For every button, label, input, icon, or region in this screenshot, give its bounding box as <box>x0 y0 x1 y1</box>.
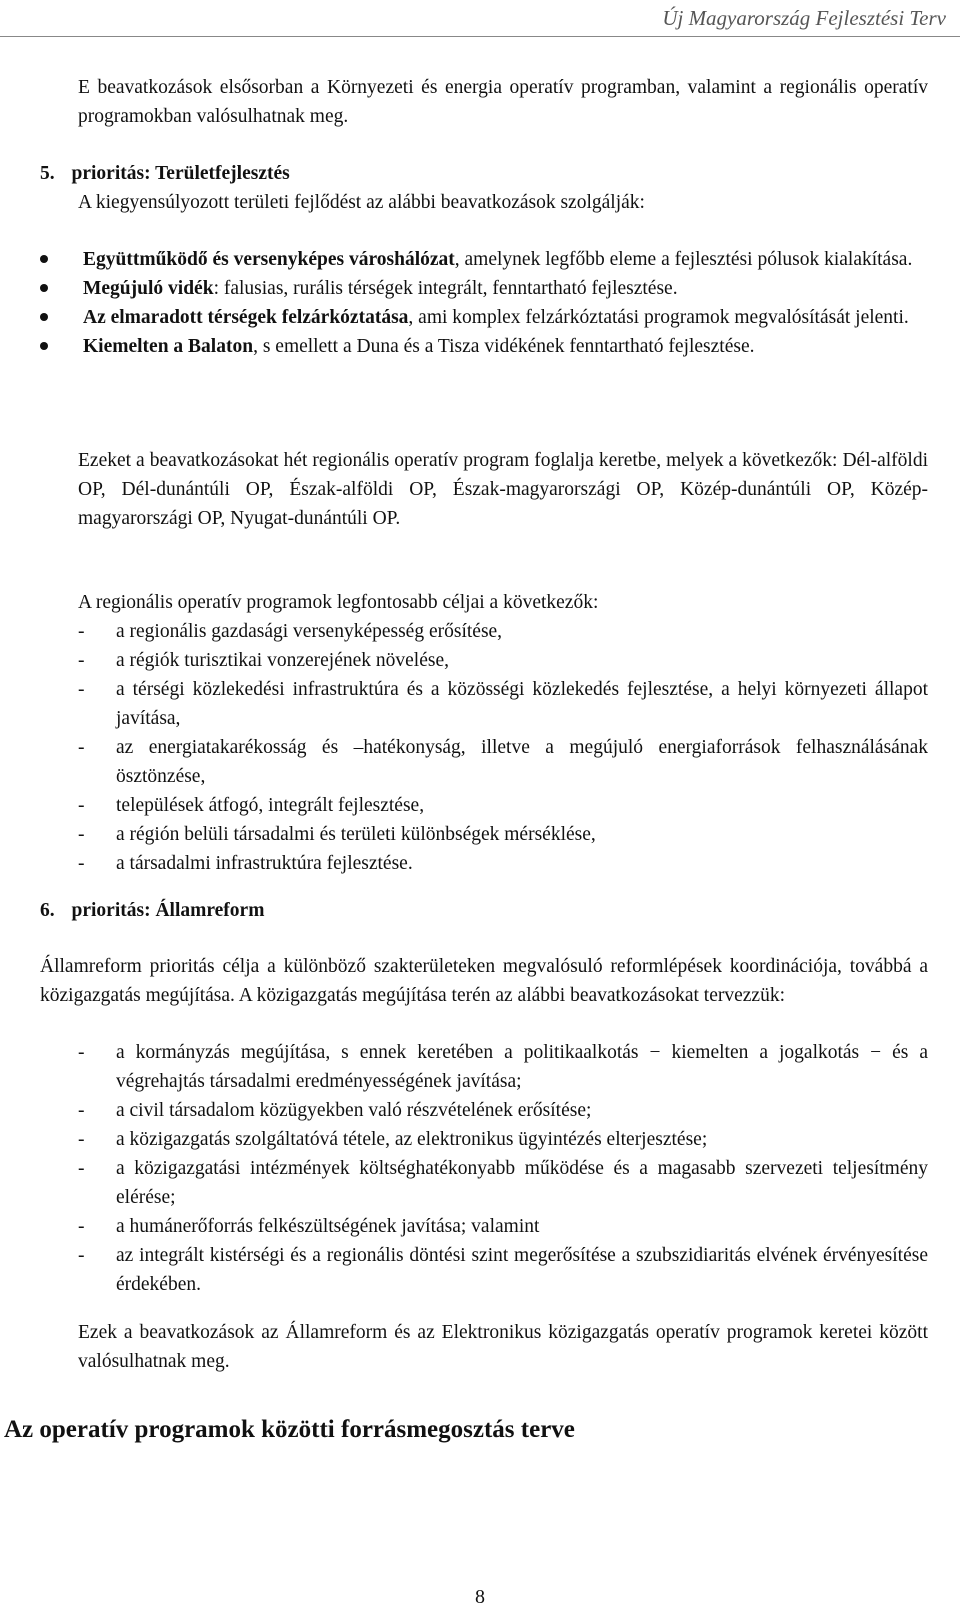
list-item <box>78 820 928 849</box>
dash-marker: - <box>78 650 85 671</box>
bullet-icon <box>40 284 48 292</box>
list-item-text: a közigazgatás szolgáltatóvá tétele, az elektronikus ügyintézés elterjesztése; <box>116 1129 708 1150</box>
bullet-bold: Megújuló vidék <box>83 278 214 299</box>
list-item <box>78 617 928 646</box>
bullet-text: , ami komplex felzárkóztatási programok megvalósítását jelenti. <box>408 307 909 328</box>
dash-marker: - <box>78 1245 85 1266</box>
dash-marker: - <box>78 621 85 642</box>
list-item <box>78 1212 928 1241</box>
list-item-text: a régión belüli társadalmi és területi különbségek mérséklése, <box>116 824 596 845</box>
priority-6-heading <box>40 896 928 925</box>
priority-6-list <box>78 1038 928 1299</box>
priority-5-bullet-list <box>40 245 928 361</box>
dash-marker: - <box>78 737 85 758</box>
dash-marker: - <box>78 1129 85 1150</box>
list-item-text: a regionális gazdasági versenyképesség erősítése, <box>116 621 503 642</box>
bullet-bold: Együttműködő és versenyképes városhálózat <box>83 249 455 270</box>
bullet-text: : falusias, rurális térségek integrált, fenntartható fejlesztése. <box>213 278 678 299</box>
page-number: 8 <box>475 1586 485 1608</box>
dash-marker: - <box>78 1042 85 1063</box>
list-item-text: az energiatakarékosság és –hatékonyság, illetve a megújuló energiaforrások felhasználásának ösztönzése, <box>116 737 928 787</box>
list-item-text: a humánerőforrás felkészültségének javítása; valamint <box>116 1216 540 1237</box>
bullet-bold: Kiemelten a Balaton <box>83 336 254 357</box>
list-item <box>78 1096 928 1125</box>
bullet-bold: Az elmaradott térségek felzárkóztatása <box>83 307 409 328</box>
list-item <box>78 1038 928 1096</box>
dash-marker: - <box>78 1100 85 1121</box>
bullet-icon <box>40 313 48 321</box>
priority-5-lead: A kiegyensúlyozott területi fejlődést az alábbi beavatkozások szolgálják: <box>78 192 645 213</box>
list-item <box>78 733 928 791</box>
bullet-icon <box>40 255 48 263</box>
closing-paragraph: Ezek a beavatkozások az Államreform és az Elektronikus közigazgatás operatív programok keretei között valósulhatnak meg. <box>78 1322 928 1372</box>
list-item <box>78 849 928 878</box>
priority-6-number: 6. <box>40 900 55 921</box>
goals-lead: A regionális operatív programok legfontosabb céljai a következők: <box>78 592 599 613</box>
dash-marker: - <box>78 853 85 874</box>
priority-5-heading <box>40 159 928 188</box>
dash-marker: - <box>78 679 85 700</box>
list-item-text: a kormányzás megújítása, s ennek keretében a politikaalkotás − kiemelten a jogalkotás − és a végrehajtás társadalmi eredményességének javítása; <box>116 1042 928 1092</box>
list-item-text: az integrált kistérségi és a regionális döntési szint megerősítése a szubszidiaritás elvének érvényesítése érdekében. <box>116 1245 928 1295</box>
dash-marker: - <box>78 795 85 816</box>
list-item-text: a régiók turisztikai vonzerejének növelése, <box>116 650 449 671</box>
list-item-text: a térségi közlekedési infrastruktúra és a közösségi közlekedés fejlesztése, a helyi környezeti állapot javítása, <box>116 679 928 729</box>
list-item <box>78 791 928 820</box>
list-item <box>40 332 928 361</box>
priority-5-title: prioritás: Területfejlesztés <box>71 163 290 184</box>
list-item-text: a közigazgatási intézmények költséghatékonyabb működése és a magasabb szervezeti teljesítmény elérése; <box>116 1158 928 1208</box>
running-header: Új Magyarország Fejlesztési Terv <box>662 6 946 30</box>
intro-paragraph: E beavatkozások elsősorban a Környezeti és energia operatív programban, valamint a regionális operatív programokban valósulhatnak meg. <box>78 77 928 127</box>
programs-paragraph: Ezeket a beavatkozásokat hét regionális operatív program foglalja keretbe, melyek a következők: Dél-alföldi OP, Dél-dunántúli OP, Észak-alföldi OP, Észak-magyarországi OP, Közép-dunántúli OP, Közép-magyarországi OP, Nyugat-dunántúli OP. <box>78 450 928 529</box>
list-item <box>78 1125 928 1154</box>
list-item <box>40 245 928 274</box>
dash-marker: - <box>78 824 85 845</box>
goals-list <box>78 617 928 878</box>
list-item <box>78 1241 928 1299</box>
dash-marker: - <box>78 1158 85 1179</box>
list-item-text: a társadalmi infrastruktúra fejlesztése. <box>116 853 413 874</box>
bullet-icon <box>40 342 48 350</box>
list-item <box>78 675 928 733</box>
priority-6-paragraph: Államreform prioritás célja a különböző szakterületeken megvalósuló reformlépések koordinációja, továbbá a közigazgatás megújítása. A közigazgatás megújítása terén az alábbi beavatkozásokat tervezzük: <box>40 956 928 1006</box>
list-item <box>40 274 928 303</box>
list-item-text: a civil társadalom közügyekben való részvételének erősítése; <box>116 1100 592 1121</box>
bullet-text: , amelynek legfőbb eleme a fejlesztési pólusok kialakítása. <box>454 249 913 270</box>
section-title: Az operatív programok közötti forrásmegosztás terve <box>4 1416 575 1443</box>
header-rule <box>0 36 960 37</box>
priority-6-title: prioritás: Államreform <box>71 900 265 921</box>
list-item <box>78 1154 928 1212</box>
bullet-text: , s emellett a Duna és a Tisza vidékének fenntartható fejlesztése. <box>253 336 755 357</box>
list-item <box>78 646 928 675</box>
list-item <box>40 303 928 332</box>
dash-marker: - <box>78 1216 85 1237</box>
priority-5-number: 5. <box>40 163 55 184</box>
list-item-text: települések átfogó, integrált fejlesztése, <box>116 795 425 816</box>
